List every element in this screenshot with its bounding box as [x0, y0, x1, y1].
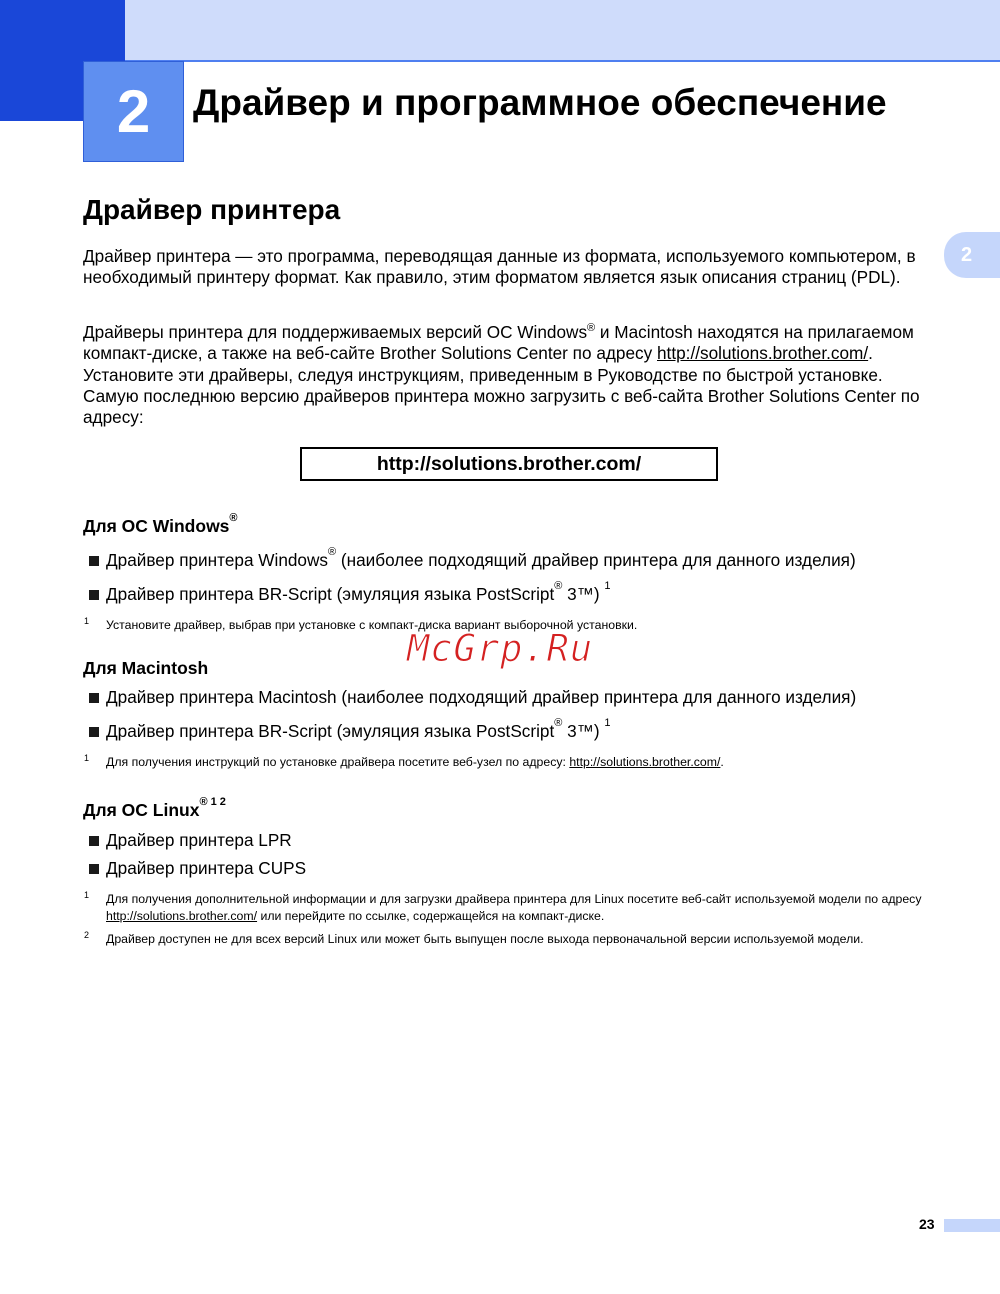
list-item — [89, 858, 306, 879]
page-number: 23 — [919, 1216, 935, 1232]
intro-paragraph: Драйвер принтера — это программа, переводящая данные из формата, используемого компьютером, в необходимый принтеру формат. Как правило, этим форматом является язык описания страниц (PDL). — [83, 246, 916, 288]
footnote-text: . — [720, 755, 724, 769]
list-item — [89, 717, 611, 742]
registered-mark: ® — [587, 322, 596, 334]
footnote-text: Для получения дополнительной информации и для загрузки драйвера принтера для Linux посетите веб-сайт используемой модели по адресу — [106, 892, 922, 906]
solutions-link[interactable]: http://solutions.brother.com/ — [569, 755, 721, 769]
bullet-icon — [89, 836, 99, 846]
solutions-link[interactable]: http://solutions.brother.com/ — [657, 343, 869, 364]
list-item — [89, 687, 856, 708]
bullet-icon — [89, 556, 99, 566]
item-text: Драйвер принтера BR-Script (эмуляция языка PostScript — [106, 584, 555, 604]
footnote — [106, 754, 946, 771]
windows-heading — [83, 512, 238, 537]
heading-superscript: ® 1 2 — [199, 796, 226, 808]
registered-mark: ® — [554, 580, 563, 592]
linux-heading — [83, 796, 226, 821]
drivers-paragraph — [83, 322, 943, 428]
item-text: Драйвер принтера BR-Script (эмуляция языка PostScript — [106, 721, 555, 741]
heading-text: Для ОС Linux — [83, 800, 200, 820]
registered-mark: ® — [328, 546, 337, 558]
item-text: Драйвер принтера Windows — [106, 550, 329, 570]
bullet-icon — [89, 693, 99, 703]
footnote-ref: 1 — [604, 580, 611, 592]
chapter-number: 2 — [83, 61, 184, 162]
list-item — [89, 546, 856, 571]
footnote-ref: 1 — [604, 717, 611, 729]
solutions-link[interactable]: http://solutions.brother.com/ — [106, 908, 258, 923]
bullet-icon — [89, 727, 99, 737]
footnote: Драйвер доступен не для всех версий Linux или может быть выпущен после выхода первоначальной версии используемой модели. — [106, 932, 864, 946]
item-text: (наиболее подходящий драйвер принтера для данного изделия) — [336, 550, 856, 570]
item-text: 3™) — [562, 721, 600, 741]
item-text: Драйвер принтера LPR — [106, 830, 292, 850]
item-text: Драйвер принтера Macintosh (наиболее подходящий драйвер принтера для данного изделия) — [106, 687, 857, 707]
footnote-text: Для получения инструкций по установке драйвера посетите веб-узел по адресу: — [106, 755, 570, 769]
chapter-title: Драйвер и программное обеспечение — [193, 82, 887, 123]
footnote-number: 2 — [84, 930, 90, 940]
footnote — [106, 891, 946, 924]
section-title: Драйвер принтера — [83, 194, 341, 225]
list-item — [89, 580, 611, 605]
bullet-icon — [89, 590, 99, 600]
para-text: . Установите эти драйверы, следуя инструкциям, приведенным в Руководстве по быстрой установке. Самую последнюю версию драйверов принтера можно загрузить с веб-сайта Brother Solutions Center по адресу: — [83, 343, 920, 428]
item-text: 3™) — [562, 584, 600, 604]
watermark: McGrp.Ru — [407, 627, 594, 670]
footnote: Установите драйвер, выбрав при установке с компакт-диска вариант выборочной установки. — [106, 618, 638, 632]
item-text: Драйвер принтера CUPS — [106, 858, 307, 878]
registered-mark: ® — [229, 512, 238, 524]
bullet-icon — [89, 864, 99, 874]
macintosh-heading: Для Macintosh — [83, 658, 209, 678]
url-box[interactable]: http://solutions.brother.com/ — [300, 447, 718, 481]
para-text: Драйверы принтера для поддерживаемых версий ОС Windows — [83, 322, 588, 342]
footnote-number: 1 — [84, 753, 90, 763]
page-number-bar — [944, 1219, 1000, 1232]
list-item — [89, 830, 292, 851]
footnote-number: 1 — [84, 890, 90, 900]
heading-text: Для ОС Windows — [83, 516, 230, 536]
footnote-number: 1 — [84, 616, 90, 626]
header-rule — [125, 60, 1000, 62]
registered-mark: ® — [554, 717, 563, 729]
header-band — [0, 0, 1000, 61]
footnote-text: или перейдите по ссылке, содержащейся на компакт-диске. — [257, 908, 605, 923]
chapter-side-tab: 2 — [944, 232, 1000, 278]
para-text: и Macintosh находятся на прилагаемом компакт-диске, а также на веб-сайте Brother Solutions Center по адресу — [83, 322, 914, 364]
